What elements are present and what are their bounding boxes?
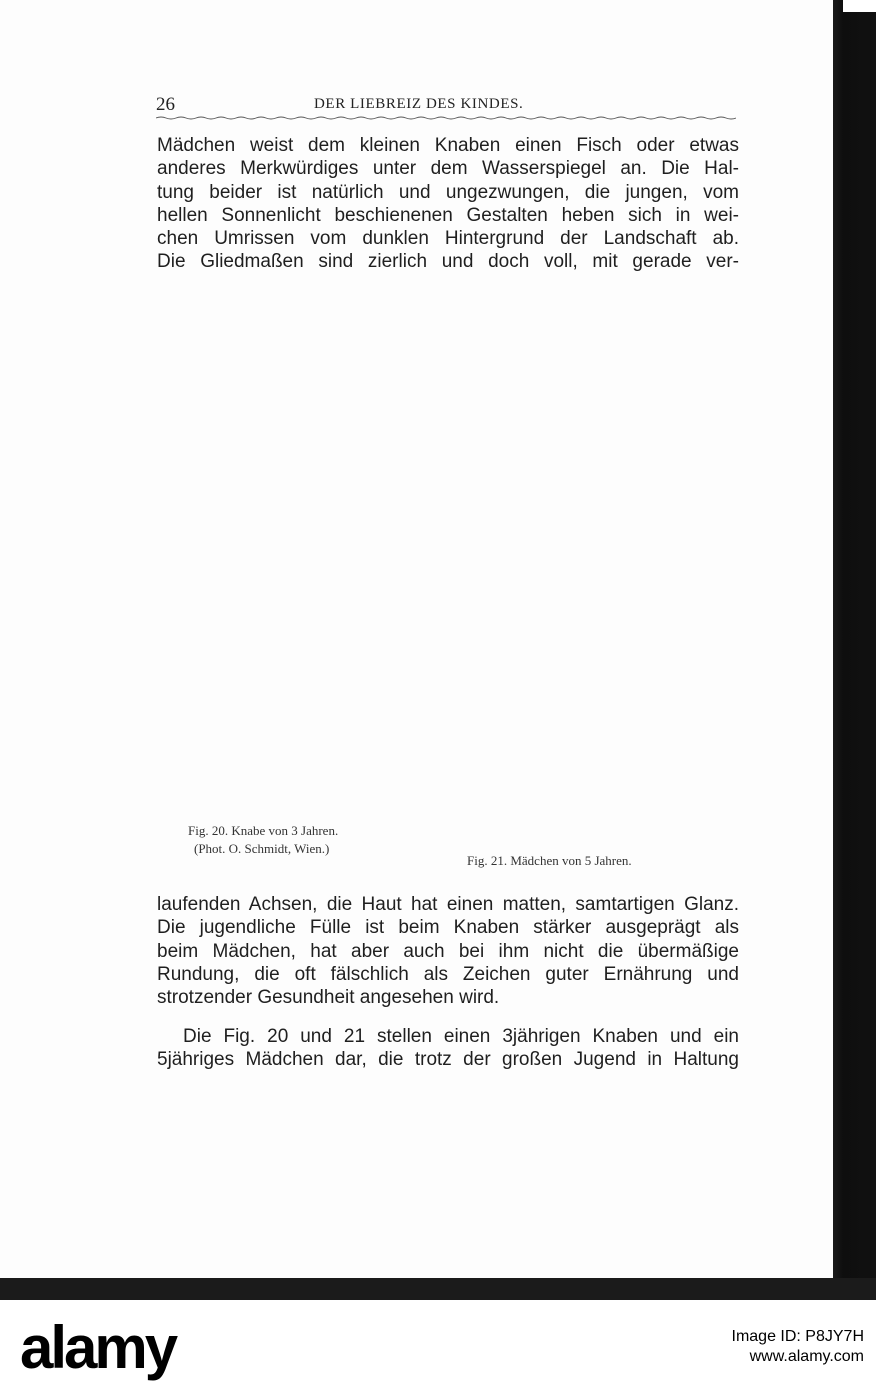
running-head-title: DER LIEBREIZ DES KINDES. [314,96,524,112]
paragraph-1 [157,134,739,274]
text-line: anderes Merkwürdiges unter dem Wasserspiegel an. Die Hal- [157,158,739,180]
watermark-image-id: Image ID: P8JY7H [731,1328,864,1345]
watermark-info [732,1327,865,1367]
text-line: Die Gliedmaßen sind zierlich und doch voll, mit gerade ver- [157,251,739,273]
text-line: beim Mädchen, hat aber auch bei ihm nicht die übermäßige [157,940,739,962]
text-line: hellen Sonnenlicht beschienenen Gestalten heben sich in wei- [157,204,739,226]
text-line: laufenden Achsen, die Haut hat einen matten, samtartigen Glanz. [157,894,739,915]
paragraph-2 [157,893,739,1009]
page-edge-shadow [833,0,876,1278]
caption-fig-20: Fig. 20. Knabe von 3 Jahren. [188,823,339,838]
caption-fig-21: Fig. 21. Mädchen von 5 Jahren. [467,853,632,868]
text-line: chen Umrissen vom dunklen Hintergrund der Landschaft ab. [157,228,739,250]
caption-fig-20-credit: (Phot. O. Schmidt, Wien.) [194,841,330,856]
watermark-site: www.alamy.com [749,1348,864,1365]
wavy-rule [156,116,736,120]
page-number: 26 [156,94,175,115]
text-line: Die Fig. 20 und 21 stellen einen 3jährigen Knaben und ein [183,1026,739,1047]
text-line: Rundung, die oft fälschlich als Zeichen guter Ernährung und [157,963,739,985]
text-line: 5jähriges Mädchen dar, die trotz der großen Jugend in Haltung [157,1049,739,1071]
text-line: Die jugendliche Fülle ist beim Knaben stärker ausgeprägt als [157,917,739,939]
text-line: Mädchen weist dem kleinen Knaben einen Fisch oder etwas [157,135,739,156]
text-line: tung beider ist natürlich und ungezwungen, die jungen, vom [157,181,739,203]
watermark-logo: alamy [20,1314,176,1381]
text-line: strotzender Gesundheit angesehen wird. [157,987,500,1009]
paragraph-3 [157,1025,739,1072]
bottom-dark-bar [0,1278,876,1300]
